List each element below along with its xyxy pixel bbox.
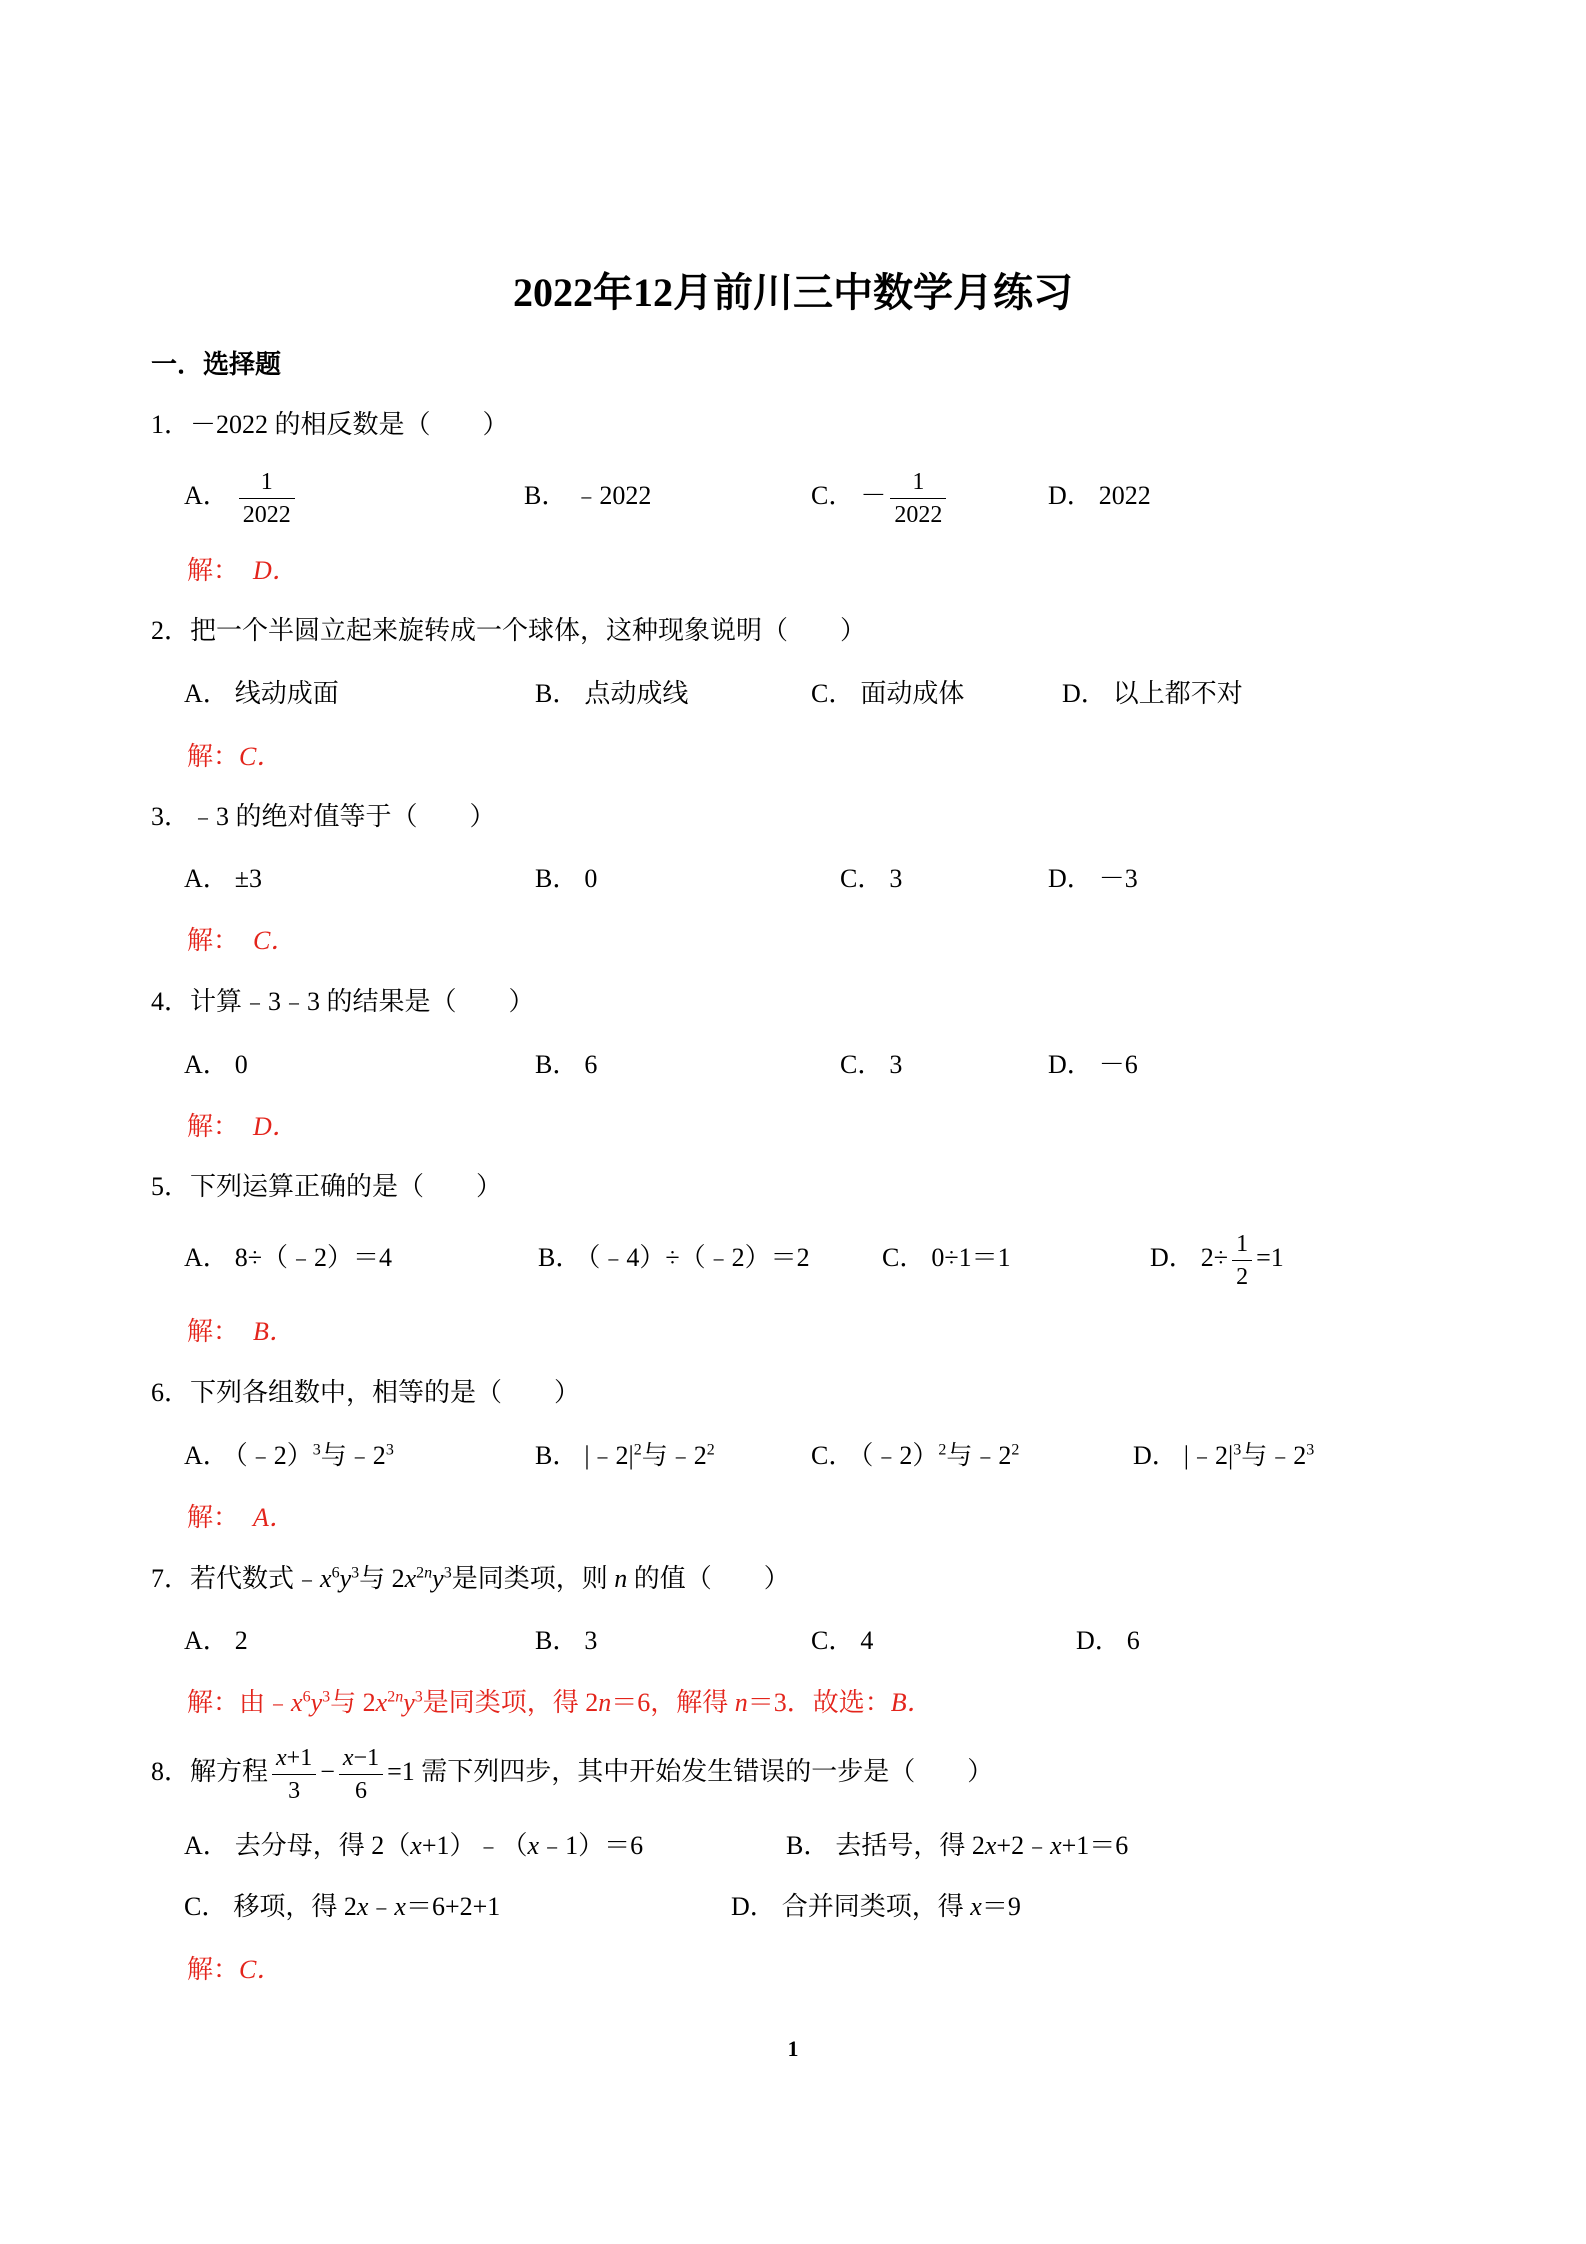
option-c bbox=[882, 1220, 1011, 1296]
math-variable: B． bbox=[890, 1688, 933, 1717]
math-variable: x bbox=[320, 1564, 332, 1593]
math-variable: n bbox=[614, 1564, 628, 1593]
answer-label: 解： bbox=[187, 1688, 240, 1717]
math-variable: x bbox=[984, 1831, 997, 1860]
option-content bbox=[1099, 1050, 1138, 1079]
text-run: 的值（ ） bbox=[627, 1564, 790, 1593]
question-text bbox=[151, 802, 496, 831]
option-label: C． bbox=[184, 1892, 228, 1921]
math-variable: x bbox=[970, 1892, 982, 1921]
text-run: 2÷ bbox=[1200, 1243, 1229, 1272]
text-run: 2022 bbox=[1098, 481, 1151, 510]
math-variable: x bbox=[1050, 1831, 1062, 1860]
option-label: A． bbox=[184, 864, 229, 893]
math-variable: x bbox=[410, 1831, 422, 1860]
option-label: D． bbox=[1076, 1626, 1121, 1655]
answer-value bbox=[253, 926, 296, 955]
text-run: 3 bbox=[322, 1688, 331, 1706]
option-label: B． bbox=[535, 1050, 579, 1079]
option-a bbox=[184, 1045, 248, 1085]
option-d bbox=[1062, 674, 1243, 714]
option-content bbox=[835, 1831, 1128, 1860]
math-variable: y bbox=[432, 1564, 444, 1593]
answer-label: 解： bbox=[187, 742, 240, 771]
math-variable: D． bbox=[253, 556, 298, 585]
text-run: 由﹣ bbox=[239, 1688, 292, 1717]
text-run: ﹣1）＝6 bbox=[539, 1831, 644, 1860]
text-run: 3 bbox=[1306, 1441, 1315, 1459]
option-label: D． bbox=[731, 1892, 776, 1921]
text-run: ±3 bbox=[234, 864, 263, 893]
option-label: B． bbox=[524, 481, 568, 510]
option-content bbox=[931, 1243, 1010, 1272]
text-run: 与﹣2 bbox=[946, 1441, 1012, 1470]
option-b bbox=[535, 1621, 597, 1661]
text-run: 2 bbox=[416, 1564, 425, 1582]
math-variable: x bbox=[527, 1831, 540, 1860]
option-label: C． bbox=[811, 481, 855, 510]
option-a bbox=[184, 1826, 643, 1866]
option-b bbox=[786, 1826, 1128, 1866]
question-7-stem bbox=[151, 1559, 790, 1599]
option-content bbox=[1127, 1626, 1140, 1655]
math-variable: y bbox=[403, 1688, 415, 1717]
text-run: 8．解方程 bbox=[151, 1757, 269, 1786]
text-run: 2．把一个半圆立起来旋转成一个球体，这种现象说明（ ） bbox=[151, 616, 867, 645]
question-text bbox=[151, 987, 535, 1016]
exponent bbox=[386, 1441, 394, 1458]
option-content bbox=[1099, 481, 1151, 510]
answer-value bbox=[239, 742, 282, 771]
math-variable: y bbox=[339, 1564, 352, 1593]
answer-value bbox=[253, 1503, 295, 1532]
text-run: （﹣2） bbox=[860, 1441, 939, 1470]
answer-6 bbox=[187, 1498, 295, 1538]
option-content bbox=[235, 468, 299, 528]
answer-7 bbox=[187, 1683, 933, 1723]
option-a bbox=[184, 1621, 248, 1661]
option-b bbox=[535, 859, 597, 899]
text-run: 1 bbox=[260, 468, 273, 495]
fraction bbox=[272, 1743, 316, 1806]
fraction bbox=[339, 1743, 383, 1806]
fraction-numerator bbox=[339, 1743, 383, 1774]
question-3-stem bbox=[151, 797, 496, 837]
option-label: A． bbox=[184, 1243, 229, 1272]
answer-4 bbox=[187, 1107, 298, 1147]
option-d bbox=[1150, 1220, 1284, 1296]
text-run: 移项，得 2 bbox=[233, 1892, 357, 1921]
option-label: D． bbox=[1048, 481, 1093, 510]
option-label: C． bbox=[811, 1441, 855, 1470]
exponent bbox=[1011, 1441, 1019, 1458]
option-content bbox=[235, 1441, 394, 1470]
question-6-stem bbox=[151, 1373, 580, 1413]
option-d bbox=[1076, 1621, 1140, 1661]
question-7-options bbox=[0, 1621, 1586, 1661]
text-run: 2 bbox=[938, 1441, 947, 1459]
option-b bbox=[535, 1045, 597, 1085]
text-run: 0 bbox=[234, 1050, 248, 1079]
option-content bbox=[860, 1441, 1019, 1470]
text-run: 2022 bbox=[894, 501, 943, 528]
text-run: −1 bbox=[353, 1744, 380, 1771]
option-label: A． bbox=[184, 481, 229, 510]
math-variable: C． bbox=[253, 926, 297, 955]
fraction-numerator bbox=[239, 467, 295, 498]
math-variable: n bbox=[598, 1688, 612, 1717]
text-run: 8÷（﹣2）＝4 bbox=[234, 1243, 393, 1272]
option-label: A． bbox=[184, 1626, 229, 1655]
text-run: 面动成体 bbox=[860, 679, 965, 708]
fraction-numerator bbox=[272, 1743, 316, 1774]
question-text bbox=[151, 1172, 502, 1201]
option-a bbox=[184, 1220, 392, 1296]
option-content bbox=[235, 1050, 248, 1079]
text-run: 3 bbox=[889, 864, 903, 893]
option-c bbox=[840, 859, 902, 899]
text-run: 线动成面 bbox=[234, 679, 339, 708]
option-d bbox=[731, 1887, 1021, 1927]
option-content bbox=[584, 1441, 714, 1470]
option-d bbox=[1048, 1045, 1138, 1085]
question-2-options bbox=[0, 674, 1586, 714]
text-run: − bbox=[320, 1757, 335, 1786]
text-run: （﹣2） bbox=[234, 1441, 313, 1470]
question-1-stem bbox=[151, 405, 509, 445]
question-text bbox=[151, 1564, 790, 1593]
text-run: 3 bbox=[889, 1050, 903, 1079]
text-run: 2 bbox=[706, 1441, 715, 1459]
question-5-options bbox=[0, 1220, 1586, 1296]
text-run: 6．下列各组数中，相等的是（ ） bbox=[151, 1378, 581, 1407]
exponent bbox=[351, 1564, 359, 1581]
option-label: C． bbox=[811, 679, 855, 708]
option-b bbox=[524, 458, 651, 534]
text-run: 6 bbox=[1126, 1626, 1140, 1655]
answer-value bbox=[253, 556, 298, 585]
text-run: 2 bbox=[387, 1688, 396, 1706]
text-run: ＝6+2+1 bbox=[405, 1892, 501, 1921]
option-content bbox=[1200, 1230, 1284, 1290]
text-run: 6 bbox=[302, 1688, 311, 1706]
question-text bbox=[151, 410, 509, 439]
text-run: （﹣4）÷（﹣2）＝2 bbox=[587, 1243, 810, 1272]
text-run: =1 需下列四步，其中开始发生错误的一步是（ ） bbox=[387, 1757, 994, 1786]
text-run: =1 bbox=[1256, 1243, 1284, 1272]
text-run: 3．﹣3 的绝对值等于（ ） bbox=[151, 802, 496, 831]
text-run: 2022 bbox=[242, 501, 291, 528]
fraction-denominator bbox=[1232, 1260, 1252, 1292]
option-label: C． bbox=[840, 864, 884, 893]
text-run: +2﹣ bbox=[996, 1831, 1051, 1860]
option-content bbox=[889, 1050, 902, 1079]
text-run: 与 2 bbox=[330, 1688, 376, 1717]
text-run: 去括号，得 2 bbox=[835, 1831, 985, 1860]
text-run: 合并同类项，得 bbox=[781, 1892, 971, 1921]
option-label: A． bbox=[184, 679, 229, 708]
text-run: 是同类项，则 bbox=[451, 1564, 615, 1593]
text-run: 6 bbox=[354, 1777, 367, 1804]
question-text bbox=[151, 1744, 994, 1804]
option-label: B． bbox=[538, 1243, 582, 1272]
math-variable: C． bbox=[239, 742, 283, 771]
page-number: 1 bbox=[787, 2036, 799, 2061]
exponent bbox=[1233, 1441, 1241, 1458]
fraction-denominator bbox=[890, 498, 946, 530]
option-a bbox=[184, 674, 339, 714]
answer-value bbox=[239, 1955, 282, 1984]
option-b bbox=[535, 674, 688, 714]
option-content bbox=[235, 1831, 643, 1860]
text-run: 2 bbox=[1011, 1441, 1020, 1459]
option-label: B． bbox=[535, 679, 579, 708]
text-run: ﹣2022 bbox=[573, 481, 652, 510]
question-1-options bbox=[0, 458, 1586, 534]
option-content bbox=[587, 1243, 809, 1272]
option-content bbox=[235, 1626, 248, 1655]
math-variable: y bbox=[310, 1688, 323, 1717]
option-c bbox=[811, 458, 950, 534]
text-run: +1）﹣（ bbox=[421, 1831, 528, 1860]
option-content bbox=[235, 864, 262, 893]
text-run: 与﹣2 bbox=[1241, 1441, 1307, 1470]
option-content bbox=[584, 1050, 597, 1079]
math-variable: C． bbox=[239, 1955, 283, 1984]
text-run: 与 2 bbox=[359, 1564, 405, 1593]
text-run: 6 bbox=[584, 1050, 598, 1079]
exponent bbox=[332, 1564, 340, 1581]
option-label: A． bbox=[184, 1831, 229, 1860]
answer-3 bbox=[187, 921, 296, 961]
question-8-options-row-1 bbox=[0, 1826, 1586, 1866]
option-label: D． bbox=[1150, 1243, 1195, 1272]
page-title: 2022年12月前川三中数学月练习 bbox=[513, 270, 1073, 315]
option-label: D． bbox=[1048, 1050, 1093, 1079]
math-variable: n bbox=[395, 1688, 404, 1706]
text-run: 1 bbox=[1236, 1230, 1249, 1257]
answer-value bbox=[253, 1112, 298, 1141]
text-run: 0 bbox=[584, 864, 598, 893]
text-run: 1．－2022 的相反数是（ ） bbox=[151, 410, 509, 439]
option-content bbox=[1184, 1441, 1314, 1470]
option-label: D． bbox=[1133, 1441, 1178, 1470]
option-content bbox=[584, 864, 597, 893]
exponent bbox=[416, 1564, 432, 1581]
text-run: 5．下列运算正确的是（ ） bbox=[151, 1172, 503, 1201]
text-run: +1＝6 bbox=[1061, 1831, 1129, 1860]
question-6-options bbox=[0, 1436, 1586, 1476]
option-content bbox=[1099, 864, 1138, 893]
math-variable: x bbox=[394, 1892, 406, 1921]
option-label: C． bbox=[811, 1626, 855, 1655]
option-content bbox=[235, 1243, 392, 1272]
question-5-stem bbox=[151, 1167, 502, 1207]
exponent bbox=[322, 1688, 330, 1705]
text-run: 4．计算﹣3﹣3 的结果是（ ） bbox=[151, 987, 535, 1016]
option-d bbox=[1133, 1436, 1314, 1476]
answer-label: 解： bbox=[187, 556, 240, 585]
text-run: 2 bbox=[234, 1626, 248, 1655]
text-run: 与﹣2 bbox=[641, 1441, 707, 1470]
option-c bbox=[811, 674, 964, 714]
option-content bbox=[860, 679, 964, 708]
answer-value bbox=[253, 1317, 295, 1346]
exponent bbox=[415, 1688, 423, 1705]
option-label: B． bbox=[786, 1831, 830, 1860]
fraction-denominator bbox=[239, 498, 295, 530]
text-run: 3 bbox=[288, 1777, 301, 1804]
option-a bbox=[184, 1436, 394, 1476]
answer-5 bbox=[187, 1312, 295, 1352]
fraction bbox=[1232, 1229, 1252, 1292]
fraction-numerator bbox=[890, 467, 946, 498]
text-run: 3 bbox=[385, 1441, 394, 1459]
question-text bbox=[151, 1378, 580, 1407]
text-run: ＝9 bbox=[981, 1892, 1021, 1921]
text-run: 3 bbox=[351, 1564, 360, 1582]
option-content bbox=[573, 481, 651, 510]
fraction-numerator bbox=[1232, 1229, 1252, 1260]
math-variable: D． bbox=[253, 1112, 298, 1141]
option-content bbox=[889, 864, 902, 893]
answer-2 bbox=[187, 737, 282, 777]
text-run: +1 bbox=[286, 1744, 313, 1771]
answer-label: 解： bbox=[187, 1112, 240, 1141]
exponent bbox=[313, 1441, 321, 1458]
text-run: 2 bbox=[1236, 1263, 1249, 1290]
option-c bbox=[811, 1436, 1019, 1476]
answer-label: 解： bbox=[187, 1503, 240, 1532]
fraction-denominator bbox=[272, 1774, 316, 1806]
option-a bbox=[184, 859, 262, 899]
text-run: |﹣2| bbox=[1183, 1441, 1234, 1470]
option-b bbox=[535, 1436, 715, 1476]
option-label: B． bbox=[535, 1441, 579, 1470]
text-run: 1 bbox=[912, 468, 925, 495]
option-label: D． bbox=[1062, 679, 1107, 708]
text-run: ＝3．故选： bbox=[747, 1688, 891, 1717]
question-4-stem bbox=[151, 982, 535, 1022]
answer-1 bbox=[187, 551, 298, 591]
text-run: 6 bbox=[331, 1564, 340, 1582]
option-label: C． bbox=[840, 1050, 884, 1079]
math-variable: x bbox=[342, 1744, 354, 1771]
exponent bbox=[387, 1688, 403, 1705]
option-content bbox=[782, 1892, 1021, 1921]
option-label: B． bbox=[535, 1626, 579, 1655]
option-content bbox=[584, 1626, 597, 1655]
exponent bbox=[707, 1441, 715, 1458]
answer-value bbox=[239, 1688, 933, 1717]
option-content bbox=[233, 1892, 500, 1921]
text-run: ＝6，解得 bbox=[611, 1688, 735, 1717]
option-c bbox=[811, 1621, 873, 1661]
math-variable: x bbox=[291, 1688, 303, 1717]
option-label: B． bbox=[535, 864, 579, 893]
math-variable: x bbox=[375, 1688, 388, 1717]
answer-label: 解： bbox=[187, 1317, 240, 1346]
text-run: 是同类项，得 2 bbox=[422, 1688, 599, 1717]
option-label: A． bbox=[184, 1441, 229, 1470]
option-a bbox=[184, 458, 299, 534]
math-variable: B． bbox=[253, 1317, 295, 1346]
question-8-options-row-2 bbox=[0, 1887, 1586, 1927]
text-run: 3 bbox=[584, 1626, 598, 1655]
math-variable: x bbox=[276, 1744, 287, 1771]
text-run: 7．若代数式﹣ bbox=[151, 1564, 321, 1593]
question-3-options bbox=[0, 859, 1586, 899]
text-run: 点动成线 bbox=[584, 679, 689, 708]
math-variable: n bbox=[424, 1564, 433, 1582]
math-variable: x bbox=[404, 1564, 417, 1593]
text-run: 0÷1＝1 bbox=[931, 1243, 1011, 1272]
question-8-stem bbox=[151, 1734, 993, 1810]
section-heading: 一．选择题 bbox=[151, 350, 282, 379]
fraction bbox=[239, 467, 295, 530]
option-content bbox=[584, 679, 688, 708]
option-content bbox=[235, 679, 339, 708]
text-run: 2 bbox=[633, 1441, 642, 1459]
exponent bbox=[1306, 1441, 1314, 1458]
answer-label: 解： bbox=[187, 926, 240, 955]
math-variable: A． bbox=[253, 1503, 295, 1532]
exponent bbox=[444, 1564, 452, 1581]
text-run: －3 bbox=[1098, 864, 1138, 893]
math-variable: n bbox=[734, 1688, 748, 1717]
option-label: A． bbox=[184, 1050, 229, 1079]
text-run: ﹣ bbox=[368, 1892, 395, 1921]
text-run: 3 bbox=[414, 1688, 423, 1706]
text-run: 与﹣2 bbox=[320, 1441, 386, 1470]
answer-8 bbox=[187, 1950, 282, 1990]
question-4-options bbox=[0, 1045, 1586, 1085]
option-d bbox=[1048, 859, 1138, 899]
question-text bbox=[151, 616, 866, 645]
text-run: 去分母，得 2（ bbox=[234, 1831, 411, 1860]
text-run: － bbox=[860, 481, 887, 510]
text-run: 3 bbox=[312, 1441, 321, 1459]
option-c bbox=[184, 1887, 500, 1927]
math-variable: x bbox=[356, 1892, 369, 1921]
option-c bbox=[840, 1045, 902, 1085]
option-b bbox=[538, 1220, 810, 1296]
text-run: 3 bbox=[1233, 1441, 1242, 1459]
option-content bbox=[860, 468, 950, 528]
option-content bbox=[1113, 679, 1243, 708]
option-content bbox=[860, 1626, 873, 1655]
exponent bbox=[303, 1688, 311, 1705]
text-run: 4 bbox=[860, 1626, 874, 1655]
option-d bbox=[1048, 458, 1151, 534]
text-run: －6 bbox=[1098, 1050, 1138, 1079]
fraction-denominator bbox=[339, 1774, 383, 1806]
text-run: 3 bbox=[443, 1564, 452, 1582]
fraction bbox=[890, 467, 946, 530]
exponent bbox=[634, 1441, 642, 1458]
text-run: 以上都不对 bbox=[1112, 679, 1243, 708]
question-2-stem bbox=[151, 611, 866, 651]
option-label: C． bbox=[882, 1243, 926, 1272]
text-run: |﹣2| bbox=[584, 1441, 634, 1470]
answer-label: 解： bbox=[187, 1955, 240, 1984]
option-label: D． bbox=[1048, 864, 1093, 893]
